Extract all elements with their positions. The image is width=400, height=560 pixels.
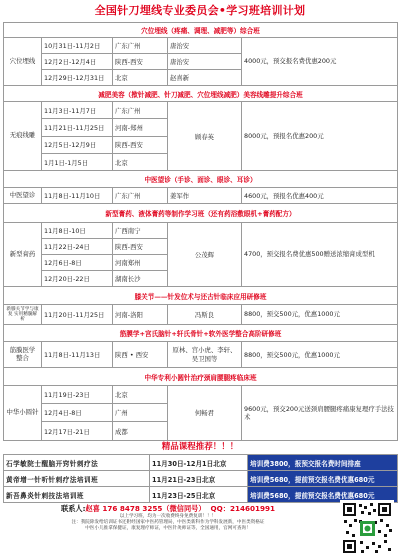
session-teacher: 唐治安 <box>168 54 242 70</box>
session-date: 1月1日-1月5日 <box>42 153 113 170</box>
session-date: 11月8日-11月13日 <box>42 342 113 368</box>
course-fee: 8000元，预报名优惠200元 <box>242 102 398 171</box>
session-date: 12月17日-21日 <box>42 422 113 441</box>
session-place: 广州 <box>113 404 168 422</box>
session-date: 11月8日-10日 <box>42 222 113 238</box>
course-teacher: 何畅君 <box>168 385 242 440</box>
section-header: 膝关节——针发位术与还古针临床应用研修班 <box>4 287 398 305</box>
recommend-date: 11月30日-12月1日北京 <box>150 455 248 471</box>
session-date: 11月3日-11月7日 <box>42 102 113 119</box>
course-category: 新型膏药 <box>4 222 42 286</box>
course-fee: 4000元，预交报名费优惠200元 <box>242 37 398 85</box>
recommend-fee: 培训费5680，提前预交报名费优惠680元 <box>248 471 398 487</box>
schedule-table <box>3 22 398 441</box>
course-category: 中医望诊 <box>4 188 42 204</box>
course-fee: 9600元，预交200元送颈肩腰腿疼痛康复理疗手法技术 <box>242 385 398 440</box>
section-header: 新型膏药、液体膏药等制作学习班（还有药浴敷眼机+膏药配方） <box>4 204 398 222</box>
recommend-date: 11月21日-23日北京 <box>150 471 248 487</box>
recommend-course-name: 石学敏院士醒脑开窍针刺疗法 <box>4 455 150 471</box>
course-fee: 4600元，预报名优惠400元 <box>242 188 398 204</box>
recommend-fee: 培训费5680，提前预交报名费优惠680元 <box>248 487 398 503</box>
course-category: 筋膜医学 整合 <box>4 342 42 368</box>
course-teacher: 公茂辉 <box>168 222 242 286</box>
session-date: 12月29日-12月31日 <box>42 70 113 86</box>
footer-note: 注：我院除发给培训证书还附经国家中医药管理局，中医类新科作为学科发展新，中医类资格证 <box>71 520 265 526</box>
recommend-fee: 培训费3800，报预交报名费时间排座 <box>248 455 398 471</box>
qr-code-image <box>340 500 394 556</box>
footer-note: 以上学习班，均为一次收费终身免费复训！！！ <box>119 514 217 519</box>
course-category: 新膝关节学与康复 实用精髓解析 <box>4 305 42 324</box>
session-place: 北京 <box>113 70 168 86</box>
footer-note: 中医小儿推拿保健证，康复理疗师证，中医针灸师证等，全国通用，官网可查询！ <box>85 526 251 532</box>
session-teacher: 冯斯良 <box>168 305 242 324</box>
recommend-row <box>4 487 398 503</box>
course-fee: 4700，预交报名费优惠500赠送浓缩膏成型机 <box>242 222 398 286</box>
session-place: 湖南长沙 <box>113 271 168 287</box>
session-place: 陕西-西安 <box>113 136 168 153</box>
session-date: 12月20日-22日 <box>42 271 113 287</box>
contact-phone: 176 8478 3255（微信同号） <box>102 504 206 513</box>
course-fee: 8800，预交500元，优惠1000元 <box>242 342 398 368</box>
course-fee: 8800，预交500元，优惠1000元 <box>242 305 398 324</box>
course-category: 穴位埋线 <box>4 37 42 85</box>
session-date: 11月21日-11月25日 <box>42 119 113 136</box>
session-date: 12月2日-12月4日 <box>42 54 113 70</box>
session-teacher: 姜军作 <box>168 188 242 204</box>
session-teacher: 原林、宫小虎、李轩、吴卫国等 <box>168 342 242 368</box>
session-date: 12月5日-12月9日 <box>42 136 113 153</box>
session-place: 广东广州 <box>113 188 168 204</box>
page-title: 全国针刀埋线专业委员会•学习班培训计划 <box>94 4 306 17</box>
session-place: 广西南宁 <box>113 222 168 238</box>
session-teacher: 赵喜新 <box>168 70 242 86</box>
section-header: 中华专利小圆针治疗颈肩腰腿疼临床班 <box>4 368 398 385</box>
recommend-table <box>3 454 398 503</box>
contact-name: 赵喜 <box>85 504 100 513</box>
course-category: 中华小圆针 <box>4 385 42 440</box>
session-place: 北京 <box>113 153 168 170</box>
session-date: 12月6日-8日 <box>42 254 113 270</box>
session-place: 北京 <box>113 385 168 403</box>
session-date: 12月4日-8日 <box>42 404 113 422</box>
footer <box>3 503 333 533</box>
section-header: 减肥美容（揿针减肥、针刀减肥、穴位埋线减肥）美容线雕提升综合班 <box>4 86 398 102</box>
session-place: 陕西-西安 <box>113 238 168 254</box>
session-place: 河南-洛阳 <box>113 305 168 324</box>
recommend-row <box>4 471 398 487</box>
session-date: 11月22日-24日 <box>42 238 113 254</box>
contact-qq: QQ：214601991 <box>210 504 275 513</box>
session-date: 10月31日-11月2日 <box>42 37 113 53</box>
section-header: 中医望诊（手诊、面诊、眼诊、耳诊） <box>4 171 398 188</box>
recommend-row <box>4 455 398 471</box>
session-place: 广东广州 <box>113 102 168 119</box>
section-header: 筋膜学+宫氏脑针+轩氏骨针+软外医学整合高阶研修班 <box>4 324 398 341</box>
contact-line <box>3 503 333 514</box>
recommend-course-name: 新吾鼻炎针刺技法培训班 <box>4 487 150 503</box>
session-place: 广东广州 <box>113 37 168 53</box>
session-place: 河南郑州 <box>113 254 168 270</box>
course-category: 无痕线雕 <box>4 102 42 171</box>
session-place: 陕西 • 西安 <box>113 342 168 368</box>
session-date: 11月8日-11月10日 <box>42 188 113 204</box>
course-teacher: 顾春英 <box>168 102 242 171</box>
section-header: 穴位埋线（疼痛、调理、减肥等）综合班 <box>4 23 398 38</box>
session-date: 11月20日-11月25日 <box>42 305 113 324</box>
session-place: 成都 <box>113 422 168 441</box>
session-date: 11月19日-23日 <box>42 385 113 403</box>
session-place: 河南-郑州 <box>113 119 168 136</box>
recommend-title: 精品课程推荐！！！ <box>161 442 239 452</box>
contact-prefix: 联系人: <box>61 504 86 513</box>
recommend-course-name: 黄帝增一针听针刺疗法培训班 <box>4 471 150 487</box>
recommend-date: 11月23日-25日北京 <box>150 487 248 503</box>
session-teacher: 唐治安 <box>168 37 242 53</box>
session-place: 陕西-西安 <box>113 54 168 70</box>
